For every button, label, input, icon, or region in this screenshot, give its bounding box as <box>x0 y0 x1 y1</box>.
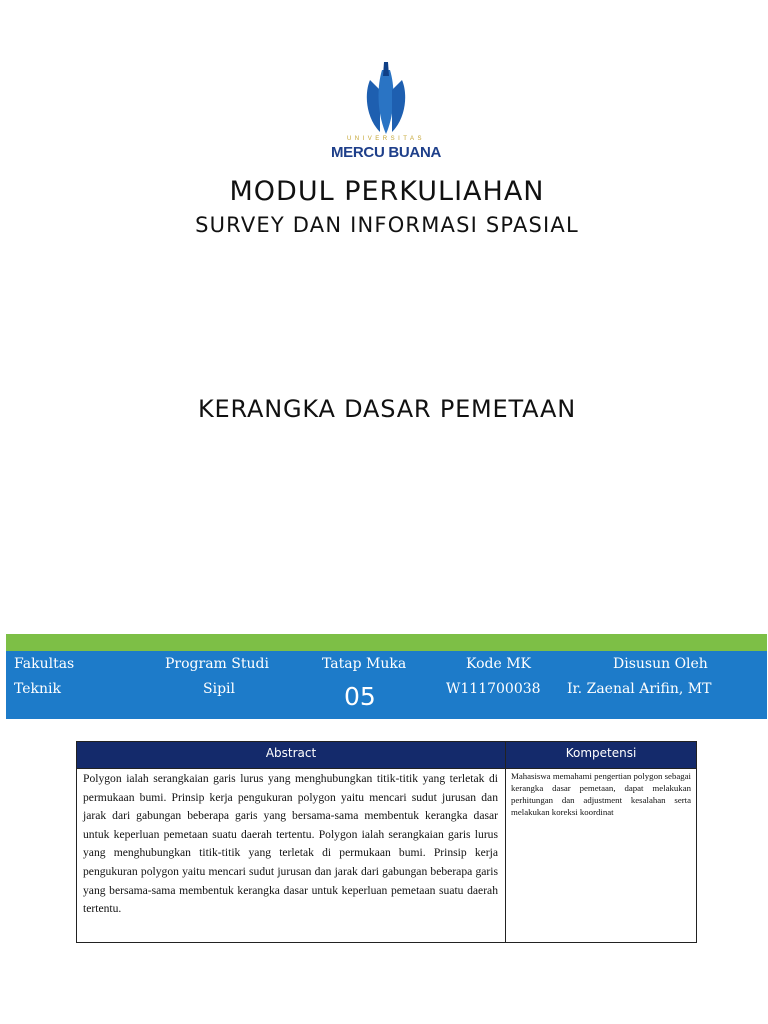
program-studi-value: Sipil <box>203 681 235 697</box>
program-studi-label: Program Studi <box>165 656 269 672</box>
abstract-text: Polygon ialah serangkaian garis lurus yang menghubungkan titik-titik yang terletak di permukaan bumi. Prinsip kerja pengukuran polygon yaitu mencari sudut jurusan dan jarak dari gabungan beberapa garis yang bersama-sama membentuk kerangka dasar untuk keperluan pemetaan suatu daerah tertentu. Polygon ialah serangkaian garis lurus yang menghubungkan titik-titik yang terletak di permukaan bumi. Prinsip kerja pengukuran polygon yaitu mencari sudut jurusan dan jarak dari gabungan beberapa garis yang bersama-sama membentuk kerangka dasar untuk keperluan pemetaan suatu daerah tertentu. <box>83 772 498 916</box>
abstract-kompetensi-table <box>76 741 697 943</box>
disusun-oleh-value: Ir. Zaenal Arifin, MT <box>567 681 712 697</box>
header-divider <box>77 768 696 769</box>
kode-mk-label: Kode MK <box>466 656 532 672</box>
logo-university-name: MERCU BUANA <box>330 144 442 161</box>
kode-mk-value: W111700038 <box>446 681 541 697</box>
fakultas-label: Fakultas <box>14 656 75 672</box>
tatap-muka-value: 05 <box>344 682 376 711</box>
fakultas-value: Teknik <box>14 681 61 697</box>
kompetensi-header: Kompetensi <box>506 742 696 768</box>
mercu-buana-emblem-icon <box>362 60 410 136</box>
green-accent-bar <box>6 634 767 651</box>
module-title: MODUL PERKULIAHAN <box>229 176 545 207</box>
tatap-muka-label: Tatap Muka <box>322 656 407 672</box>
column-divider <box>505 742 506 942</box>
kompetensi-text: Mahasiswa memahami pengertian polygon sebagai kerangka dasar pemetaan, dapat melakukan perhitungan dan adjustment kesalahan serta melakukan koreksi koordinat <box>511 771 691 817</box>
logo-university-label: UNIVERSITAS <box>346 136 426 142</box>
university-logo <box>316 58 456 170</box>
course-subtitle: SURVEY DAN INFORMASI SPASIAL <box>195 213 579 237</box>
abstract-header: Abstract <box>77 742 505 768</box>
topic-title: KERANGKA DASAR PEMETAAN <box>198 395 576 423</box>
disusun-oleh-label: Disusun Oleh <box>613 656 708 672</box>
